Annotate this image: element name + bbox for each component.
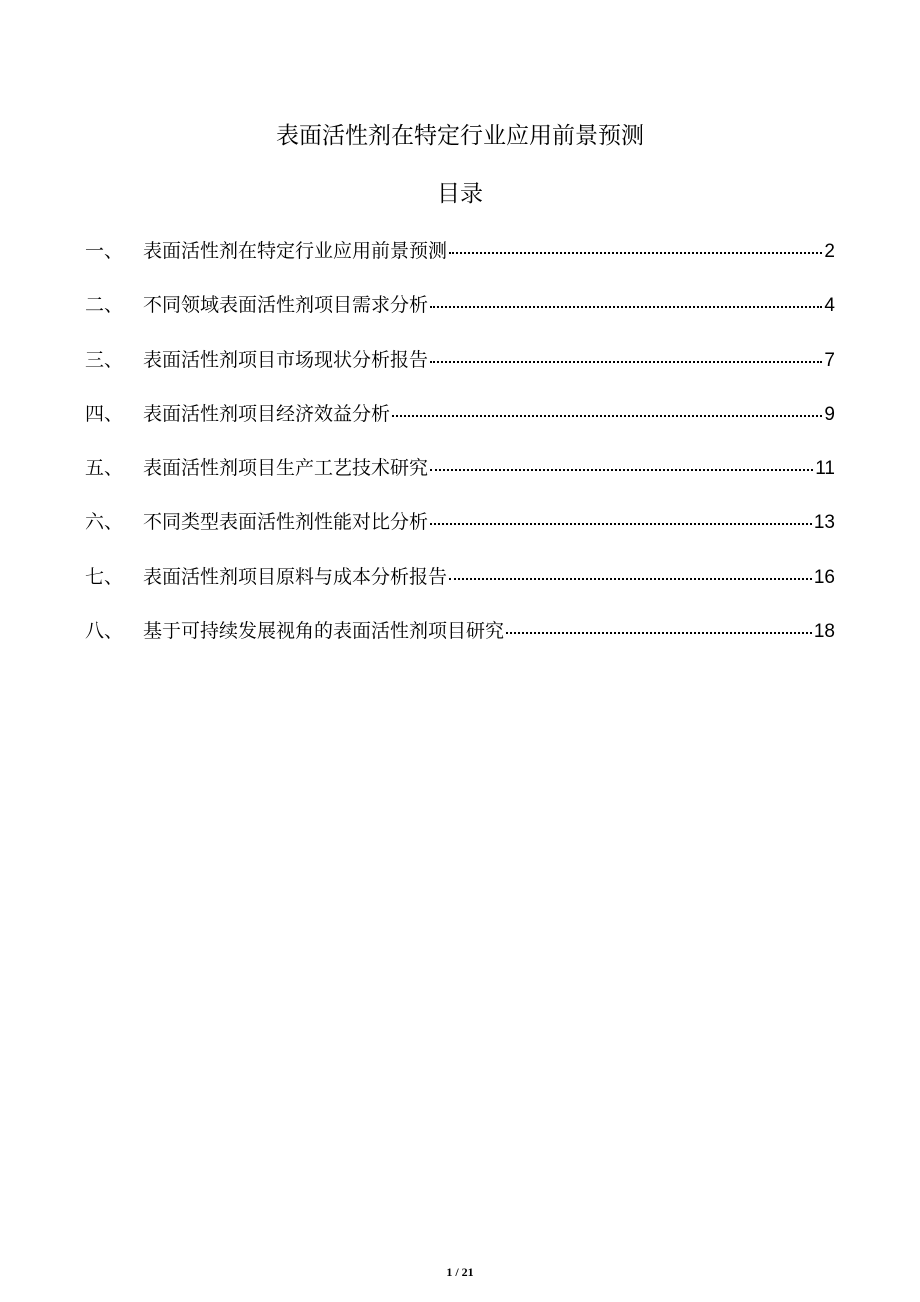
toc-entry-page: 9 [824, 403, 835, 425]
toc-entry-page: 16 [813, 566, 835, 588]
toc-entry[interactable] [85, 234, 835, 288]
toc-entry-title: 表面活性剂项目生产工艺技术研究 [143, 457, 429, 480]
document-title: 表面活性剂在特定行业应用前景预测 [276, 123, 644, 149]
toc-dot-leader [430, 306, 822, 308]
toc-entry-page: 18 [813, 621, 835, 643]
toc-entry-page: 11 [815, 458, 835, 480]
toc-entry-title: 基于可持续发展视角的表面活性剂项目研究 [143, 620, 505, 643]
toc-entry-title: 表面活性剂项目市场现状分析报告 [143, 348, 429, 371]
toc-entry-title: 不同领域表面活性剂项目需求分析 [143, 294, 429, 317]
toc-entry[interactable] [85, 614, 835, 668]
toc-entry-page: 7 [824, 349, 835, 371]
toc-entry[interactable] [85, 397, 835, 451]
toc-entry-number: 六、 [85, 511, 124, 534]
toc-dot-leader [430, 361, 822, 363]
toc-entry[interactable] [85, 451, 835, 505]
toc-entry-title: 表面活性剂项目原料与成本分析报告 [143, 565, 448, 588]
toc-dot-leader [430, 469, 813, 471]
toc-entry-title: 不同类型表面活性剂性能对比分析 [143, 511, 429, 534]
toc-entry[interactable] [85, 560, 835, 614]
toc-entry-number: 五、 [85, 457, 124, 480]
toc-entry-page: 4 [824, 295, 835, 317]
toc-entry-number: 二、 [85, 294, 124, 317]
toc-entry-title: 表面活性剂项目经济效益分析 [143, 402, 391, 425]
toc-heading: 目录 [437, 181, 483, 207]
toc-entry-page: 2 [824, 241, 835, 262]
toc-entry-title: 表面活性剂在特定行业应用前景预测 [143, 240, 448, 262]
toc-dot-leader [449, 578, 812, 580]
toc-dot-leader [449, 252, 822, 254]
toc-dot-leader [430, 523, 812, 525]
toc-entry-number: 四、 [85, 402, 124, 425]
toc-entry[interactable] [85, 288, 835, 342]
toc-entry[interactable] [85, 343, 835, 397]
table-of-contents [85, 234, 835, 668]
page-number-footer: 1 / 21 [446, 1265, 474, 1279]
toc-entry[interactable] [85, 505, 835, 559]
toc-entry-number: 三、 [85, 348, 124, 371]
toc-entry-number: 八、 [85, 620, 124, 643]
toc-entry-page: 13 [813, 512, 835, 534]
toc-dot-leader [506, 632, 812, 634]
toc-entry-number: 一、 [85, 240, 124, 262]
toc-dot-leader [392, 415, 822, 417]
toc-entry-number: 七、 [85, 565, 124, 588]
